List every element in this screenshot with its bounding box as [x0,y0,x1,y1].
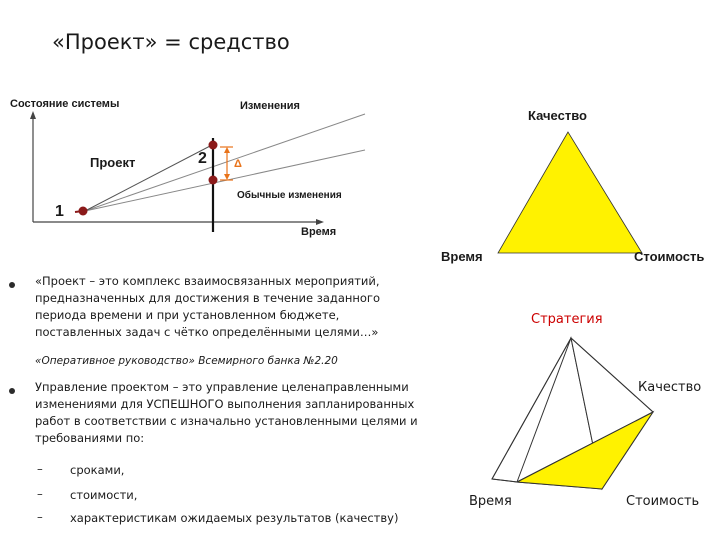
citation: «Оперативное руководство» Всемирного банка №2.20 [35,355,338,367]
point-2-bottom [209,176,218,185]
point-2-label: 2 [198,150,207,167]
pyramid-bottom-right-label: Стоимость [626,494,700,509]
text-line: Управление проектом – это управление целенаправленными [35,380,409,394]
triangle-right-label: Стоимость [634,249,705,264]
text-line: изменениями для УСПЕШНОГО выполнения запланированных [35,397,415,411]
ordinary-changes-label: Обычные изменения [237,190,342,201]
triangle-left-label: Время [441,249,483,264]
x-axis-label: Время [301,226,337,238]
delta-label: Δ [234,158,242,170]
sub-item: стоимости, [70,488,138,502]
bullet-marker [9,282,15,288]
triangle-top-label: Качество [528,108,587,123]
changes-label: Изменения [240,100,300,112]
quality-triangle [498,132,642,253]
pyramid-top-label: Стратегия [531,312,603,327]
text-line: «Проект – это комплекс взаимосвязанных мероприятий, [35,274,380,288]
text-line: работ в соответствии с изначально установленными целями и [35,414,418,428]
point-1-label: 1 [55,203,64,220]
sub-item-marker: – [37,487,43,501]
y-axis-arrow [30,111,36,119]
delta-arrow-up [224,147,230,153]
slide-title: «Проект» = средство [52,30,290,54]
pyramid-left-label: Время [469,494,512,509]
sub-item: характеристикам ожидаемых результатов (качеству) [70,511,399,525]
bullet2-text [35,379,418,447]
bullet-marker [9,388,15,394]
text-line: поставленных задач с чётко определёнными целями…» [35,325,379,339]
project-label: Проект [90,155,136,170]
text-line: требованиями по: [35,431,145,445]
x-axis-arrow [316,219,324,225]
text-line: периода времени и при установленном бюджете, [35,308,340,322]
y-axis-label: Состояние системы [10,98,120,110]
point-2-top [209,141,218,150]
text-line: предназначенных для достижения в течение заданного [35,291,381,305]
bullet1-text [35,273,380,341]
sub-item-marker: – [37,462,43,476]
sub-item: сроками, [70,463,125,477]
pyramid-right-label: Качество [638,380,702,395]
sub-item-marker: – [37,510,43,524]
